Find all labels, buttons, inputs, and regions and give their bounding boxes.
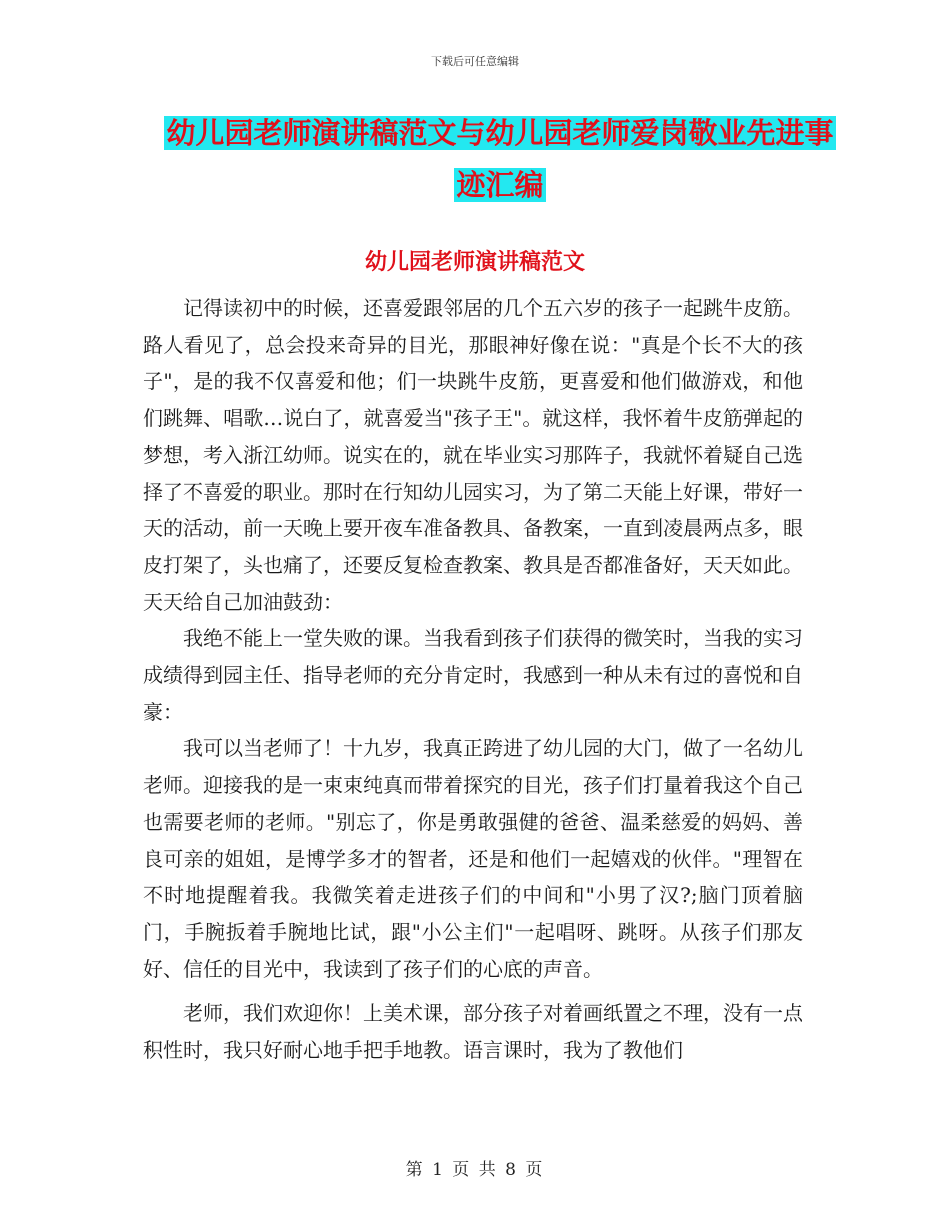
paragraph-4: 老师，我们欢迎你！上美术课，部分孩子对着画纸置之不理，没有一点积性时，我只好耐心地手把手地教。语言课时，我为了教他们: [143, 1001, 803, 1063]
document-title-line2: 迹汇编: [456, 168, 544, 202]
paragraph-3: 我可以当老师了！十九岁，我真正跨进了幼儿园的大门，做了一名幼儿老师。迎接我的是一束束纯真而带着探究的目光，孩子们打量着我这个自己也需要老师的老师。"别忘了，你是勇敢强健的爸爸、温柔慈爱的妈妈、善良可亲的姐姐，是博学多才的智者，还是和他们一起嬉戏的伙伴。"理智在不时地提醒着我。我微笑着走进孩子们的中间和"小男了汉?;脑门顶着脑门，手腕扳着手腕地比试，跟"小公主们"一起唱呀、跳呀。从孩子们那友好、信任的目光中，我读到了孩子们的心底的声音。: [143, 736, 803, 981]
section-title: 幼儿园老师演讲稿范文: [364, 250, 585, 275]
paragraph-1: 记得读初中的时候，还喜爱跟邻居的几个五六岁的孩子一起跳牛皮筋。路人看见了，总会投来奇异的目光，那眼神好像在说："真是个长不大的孩子"，是的我不仅喜爱和他；们一块跳牛皮筋，更喜爱和他们做游戏，和他们跳舞、唱歌…说白了，就喜爱当"孩子王"。就这样，我怀着牛皮筋弹起的梦想，考入浙江幼师。说实在的，就在毕业实习那阵子，我就怀着疑自己选择了不喜爱的职业。那时在行知幼儿园实习，为了第二天能上好课，带好一天的活动，前一天晚上要开夜车准备教具、备教案，一直到凌晨两点多，眼皮打架了，头也痛了，还要反复检查教案、教具是否都准备好，天天如此。天天给自己加油鼓劲：: [143, 296, 803, 614]
page-header-note: 下载后可任意编辑: [431, 55, 519, 68]
paragraph-2: 我绝不能上一堂失败的课。当我看到孩子们获得的微笑时，当我的实习成绩得到园主任、指导老师的充分肯定时，我感到一种从未有过的喜悦和自豪：: [143, 626, 803, 724]
document-body: [143, 290, 803, 1069]
document-title-line1: 幼儿园老师演讲稿范文与幼儿园老师爱岗敬业先进事: [166, 116, 834, 150]
page-footer-number: 第 1 页 共 8 页: [405, 1160, 545, 1180]
document-title: [120, 107, 880, 211]
